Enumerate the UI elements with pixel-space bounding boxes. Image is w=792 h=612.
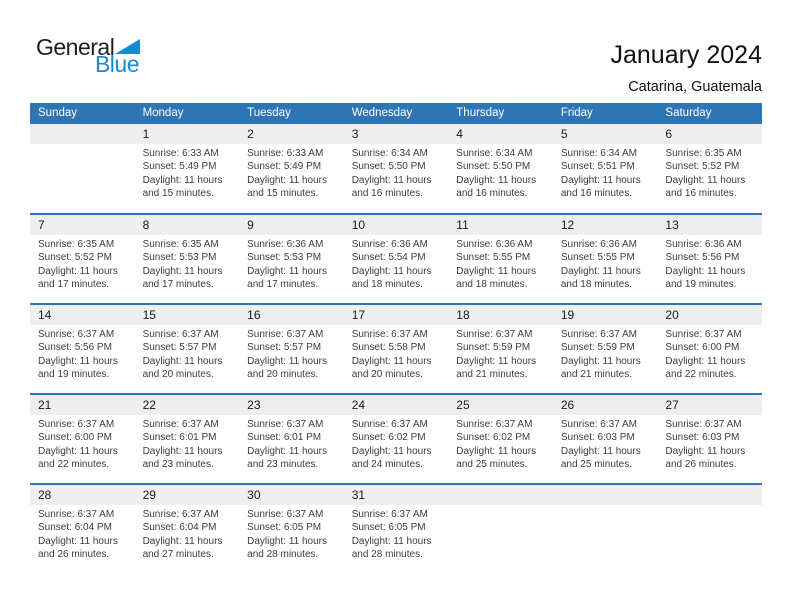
sunset-text: Sunset: 5:57 PM [142,342,217,354]
day-number: 9 [239,215,344,235]
daylight-text-2: and 19 minutes. [665,279,737,291]
daylight-text: Daylight: 11 hours [247,535,327,547]
sunset-text: Sunset: 5:53 PM [142,252,217,264]
day-cell [448,124,553,213]
day-details [135,325,240,382]
day-details [448,415,553,472]
weekday-header: Sunday [38,107,78,119]
sunset-text: Sunset: 5:57 PM [247,342,322,354]
day-details [239,144,344,201]
daylight-text: Daylight: 11 hours [665,174,746,186]
daylight-text-2: and 21 minutes. [560,369,633,381]
day-number: 25 [448,395,553,415]
sunrise-text: Sunrise: 6:35 AM [38,239,115,250]
day-number [553,485,658,505]
day-cell [657,215,762,303]
day-details [239,415,344,472]
daylight-text-2: and 26 minutes. [665,459,737,471]
logo-blue-text: Blue [94,51,139,77]
sunrise-text: Sunrise: 6:36 AM [456,239,533,250]
sunrise-text: Sunrise: 6:36 AM [247,239,324,250]
daylight-text: Daylight: 11 hours [665,265,746,277]
daylight-text: Daylight: 11 hours [247,174,327,186]
day-cell [135,215,240,303]
daylight-text-2: and 17 minutes. [247,279,319,291]
daylight-text-2: and 26 minutes. [38,549,110,561]
day-number: 20 [657,305,762,325]
daylight-text: Daylight: 11 hours [560,265,641,277]
sunrise-text: Sunrise: 6:36 AM [351,239,428,250]
sunrise-text: Sunrise: 6:37 AM [351,509,428,520]
day-details [657,144,762,201]
day-number: 29 [135,485,240,505]
sunset-text: Sunset: 5:50 PM [456,161,531,173]
sunset-text: Sunset: 5:54 PM [351,252,426,264]
day-cell [135,124,240,213]
day-number: 1 [135,124,240,144]
sunset-text: Sunset: 5:53 PM [247,252,322,264]
day-number: 5 [553,124,658,144]
sunrise-text: Sunrise: 6:33 AM [247,148,324,159]
weekday-header: Wednesday [351,107,413,119]
day-cell [135,395,240,483]
day-details [344,144,449,201]
daylight-text: Daylight: 11 hours [351,355,432,367]
day-details [553,144,658,201]
sunrise-text: Sunrise: 6:37 AM [142,419,219,430]
week-row [30,483,762,573]
sunset-text: Sunset: 5:58 PM [351,342,426,354]
sunrise-text: Sunrise: 6:36 AM [560,239,637,250]
daylight-text: Daylight: 11 hours [38,265,118,277]
day-cell [448,395,553,483]
daylight-text: Daylight: 11 hours [247,445,327,457]
day-number: 2 [239,124,344,144]
sunset-text: Sunset: 6:00 PM [38,432,112,444]
day-details [553,415,658,472]
weekday-header-row [30,103,762,124]
sunrise-text: Sunrise: 6:37 AM [38,419,115,430]
weekday-header: Tuesday [247,107,291,119]
day-details [344,235,449,292]
day-details [657,505,762,508]
daylight-text: Daylight: 11 hours [38,445,118,457]
sunrise-text: Sunrise: 6:37 AM [247,329,324,340]
sunset-text: Sunset: 6:02 PM [456,432,531,444]
daylight-text: Daylight: 11 hours [560,174,641,186]
daylight-text-2: and 16 minutes. [665,188,737,200]
day-number [448,485,553,505]
day-details [30,235,135,292]
day-cell [657,124,762,213]
daylight-text: Daylight: 11 hours [665,355,746,367]
daylight-text: Daylight: 11 hours [351,535,432,547]
day-number: 16 [239,305,344,325]
day-number: 11 [448,215,553,235]
day-details [657,325,762,382]
daylight-text: Daylight: 11 hours [142,174,223,186]
empty-day-cell [448,485,553,573]
day-details [135,505,240,562]
sunrise-text: Sunrise: 6:34 AM [351,148,428,159]
sunset-text: Sunset: 5:49 PM [247,161,322,173]
day-cell [657,305,762,393]
day-number [30,124,135,144]
day-number: 14 [30,305,135,325]
day-number: 26 [553,395,658,415]
sunrise-text: Sunrise: 6:37 AM [142,509,219,520]
day-details [30,505,135,562]
daylight-text: Daylight: 11 hours [38,535,118,547]
daylight-text-2: and 20 minutes. [142,369,214,381]
day-number [657,485,762,505]
sunrise-text: Sunrise: 6:34 AM [560,148,637,159]
day-number: 30 [239,485,344,505]
day-number: 13 [657,215,762,235]
sunrise-text: Sunrise: 6:37 AM [351,419,428,430]
day-number: 3 [344,124,449,144]
daylight-text: Daylight: 11 hours [247,265,327,277]
daylight-text-2: and 20 minutes. [247,369,319,381]
day-number: 17 [344,305,449,325]
sunrise-text: Sunrise: 6:37 AM [247,419,324,430]
general-blue-logo [36,36,146,76]
day-cell [553,395,658,483]
daylight-text-2: and 15 minutes. [247,188,319,200]
sunset-text: Sunset: 6:04 PM [38,522,112,534]
sunrise-text: Sunrise: 6:35 AM [665,148,742,159]
sunset-text: Sunset: 5:50 PM [351,161,426,173]
week-row [30,393,762,483]
day-details [344,505,449,562]
sunset-text: Sunset: 6:01 PM [142,432,217,444]
daylight-text-2: and 16 minutes. [351,188,423,200]
daylight-text-2: and 24 minutes. [351,459,423,471]
day-cell [239,305,344,393]
sunset-text: Sunset: 6:02 PM [351,432,426,444]
daylight-text-2: and 23 minutes. [247,459,319,471]
daylight-text: Daylight: 11 hours [456,355,537,367]
daylight-text-2: and 22 minutes. [38,459,110,471]
day-cell [239,485,344,573]
sunset-text: Sunset: 5:49 PM [142,161,217,173]
day-number: 12 [553,215,658,235]
daylight-text-2: and 17 minutes. [38,279,110,291]
daylight-text: Daylight: 11 hours [351,174,432,186]
day-cell [344,124,449,213]
day-details [553,505,658,508]
sunrise-text: Sunrise: 6:37 AM [142,329,219,340]
daylight-text: Daylight: 11 hours [142,445,223,457]
weekday-header: Friday [560,107,593,119]
day-cell [239,124,344,213]
day-details [135,144,240,201]
sunrise-text: Sunrise: 6:37 AM [665,329,742,340]
daylight-text: Daylight: 11 hours [351,445,432,457]
week-row [30,303,762,393]
day-cell [30,215,135,303]
daylight-text-2: and 20 minutes. [351,369,423,381]
day-details [344,415,449,472]
daylight-text-2: and 28 minutes. [351,549,423,561]
sunrise-text: Sunrise: 6:37 AM [456,419,533,430]
day-number: 15 [135,305,240,325]
weeks-container [30,124,762,573]
day-details [30,415,135,472]
day-number: 7 [30,215,135,235]
daylight-text: Daylight: 11 hours [456,174,537,186]
sunset-text: Sunset: 5:59 PM [456,342,531,354]
sunrise-text: Sunrise: 6:37 AM [38,509,115,520]
day-number: 6 [657,124,762,144]
day-number: 28 [30,485,135,505]
day-cell [657,395,762,483]
weekday-header: Saturday [665,107,712,119]
daylight-text: Daylight: 11 hours [456,445,537,457]
sunrise-text: Sunrise: 6:37 AM [560,419,637,430]
sunrise-text: Sunrise: 6:37 AM [351,329,428,340]
month-title: January 2024 [610,41,762,69]
daylight-text-2: and 17 minutes. [142,279,214,291]
day-details [30,144,135,147]
daylight-text: Daylight: 11 hours [142,265,223,277]
day-details [344,325,449,382]
day-details [448,144,553,201]
day-details [239,325,344,382]
sunset-text: Sunset: 5:52 PM [38,252,112,264]
day-cell [239,215,344,303]
day-cell [239,395,344,483]
sunset-text: Sunset: 6:05 PM [351,522,426,534]
day-cell [344,485,449,573]
daylight-text: Daylight: 11 hours [665,445,746,457]
day-cell [448,215,553,303]
sunset-text: Sunset: 6:03 PM [560,432,635,444]
daylight-text-2: and 21 minutes. [456,369,528,381]
sunset-text: Sunset: 5:55 PM [456,252,531,264]
day-details [657,415,762,472]
day-number: 10 [344,215,449,235]
daylight-text-2: and 22 minutes. [665,369,737,381]
empty-day-cell [657,485,762,573]
day-number: 8 [135,215,240,235]
day-cell [553,215,658,303]
sunrise-text: Sunrise: 6:37 AM [560,329,637,340]
sunset-text: Sunset: 5:55 PM [560,252,635,264]
daylight-text-2: and 18 minutes. [560,279,633,291]
day-number: 24 [344,395,449,415]
day-number: 22 [135,395,240,415]
day-details [239,505,344,562]
day-details [553,235,658,292]
sunset-text: Sunset: 5:59 PM [560,342,635,354]
day-details [239,235,344,292]
sunrise-text: Sunrise: 6:36 AM [665,239,742,250]
day-cell [135,305,240,393]
daylight-text: Daylight: 11 hours [142,355,223,367]
location-subtitle: Catarina, Guatemala [628,79,762,95]
sunset-text: Sunset: 5:56 PM [38,342,112,354]
sunset-text: Sunset: 6:03 PM [665,432,740,444]
daylight-text: Daylight: 11 hours [351,265,432,277]
daylight-text-2: and 19 minutes. [38,369,110,381]
weekday-header: Monday [142,107,184,119]
day-number: 18 [448,305,553,325]
day-number: 23 [239,395,344,415]
daylight-text: Daylight: 11 hours [560,355,641,367]
calendar-grid [30,103,762,573]
daylight-text-2: and 16 minutes. [560,188,633,200]
sunset-text: Sunset: 6:00 PM [665,342,740,354]
weekday-header: Thursday [456,107,505,119]
day-details [657,235,762,292]
day-details [135,415,240,472]
week-row [30,213,762,303]
empty-day-cell [30,124,135,213]
daylight-text-2: and 27 minutes. [142,549,214,561]
sunset-text: Sunset: 5:51 PM [560,161,635,173]
day-cell [448,305,553,393]
day-details [448,505,553,508]
daylight-text: Daylight: 11 hours [247,355,327,367]
daylight-text-2: and 16 minutes. [456,188,528,200]
day-cell [344,395,449,483]
daylight-text-2: and 25 minutes. [560,459,633,471]
day-cell [30,305,135,393]
day-details [30,325,135,382]
daylight-text: Daylight: 11 hours [142,535,223,547]
daylight-text: Daylight: 11 hours [560,445,641,457]
sunset-text: Sunset: 6:01 PM [247,432,322,444]
day-details [553,325,658,382]
sunrise-text: Sunrise: 6:37 AM [247,509,324,520]
sunrise-text: Sunrise: 6:35 AM [142,239,219,250]
day-cell [344,215,449,303]
daylight-text-2: and 25 minutes. [456,459,528,471]
daylight-text-2: and 18 minutes. [456,279,528,291]
day-details [135,235,240,292]
day-number: 19 [553,305,658,325]
sunrise-text: Sunrise: 6:34 AM [456,148,533,159]
day-cell [30,485,135,573]
daylight-text: Daylight: 11 hours [456,265,537,277]
day-cell [30,395,135,483]
daylight-text-2: and 15 minutes. [142,188,214,200]
daylight-text-2: and 28 minutes. [247,549,319,561]
daylight-text-2: and 18 minutes. [351,279,423,291]
sunrise-text: Sunrise: 6:37 AM [456,329,533,340]
sunrise-text: Sunrise: 6:37 AM [38,329,115,340]
daylight-text: Daylight: 11 hours [38,355,118,367]
daylight-text-2: and 23 minutes. [142,459,214,471]
day-cell [344,305,449,393]
logo-general-text: General [36,34,115,60]
day-cell [135,485,240,573]
day-number: 4 [448,124,553,144]
day-number: 31 [344,485,449,505]
sunset-text: Sunset: 6:04 PM [142,522,217,534]
sunrise-text: Sunrise: 6:37 AM [665,419,742,430]
day-details [448,325,553,382]
day-number: 21 [30,395,135,415]
day-number: 27 [657,395,762,415]
sunrise-text: Sunrise: 6:33 AM [142,148,219,159]
empty-day-cell [553,485,658,573]
sunset-text: Sunset: 5:56 PM [665,252,740,264]
day-details [448,235,553,292]
week-row [30,124,762,213]
day-cell [553,305,658,393]
sunset-text: Sunset: 6:05 PM [247,522,322,534]
day-cell [553,124,658,213]
sunset-text: Sunset: 5:52 PM [665,161,740,173]
